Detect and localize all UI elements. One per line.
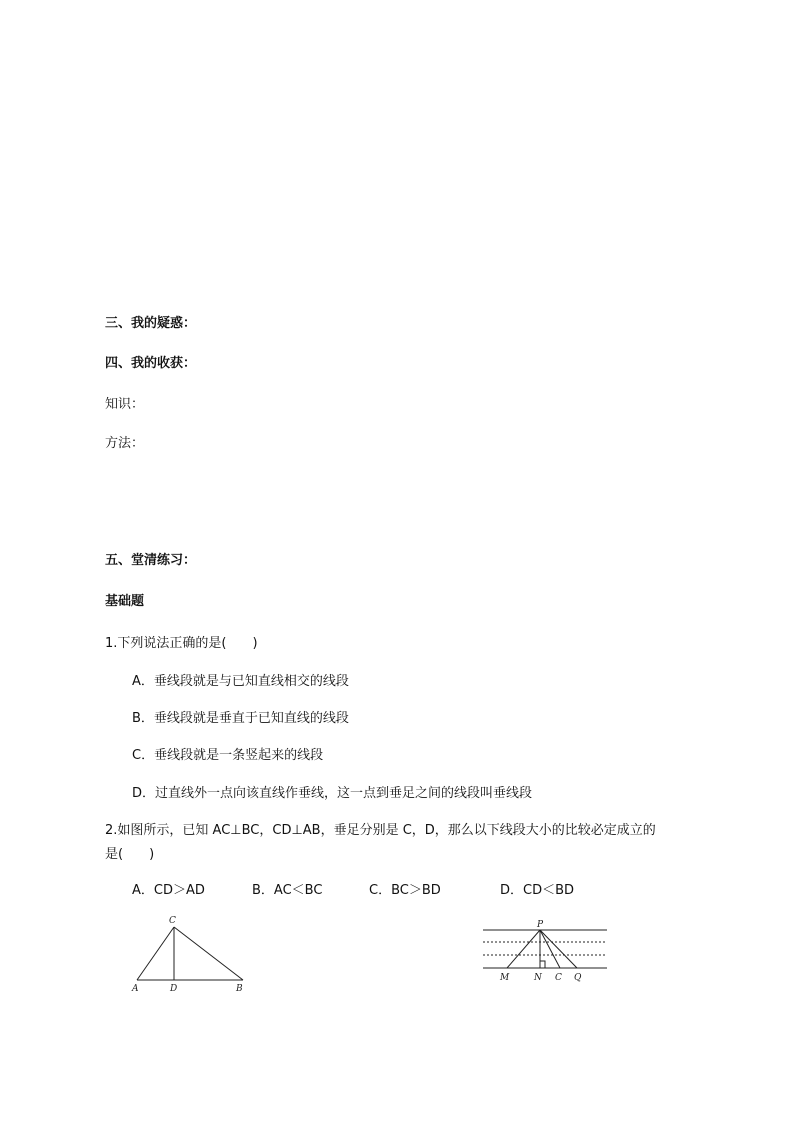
question-1-stem: 1.下列说法正确的是( ) bbox=[105, 636, 258, 651]
question-2-stem-line1: 2.如图所示，已知 AC⊥BC，CD⊥AB，垂足分别是 C，D，那么以下线段大小的比较必定成立的 bbox=[105, 823, 656, 838]
section-doubts-heading: 三、我的疑惑： bbox=[105, 316, 197, 331]
label-c2: C bbox=[555, 973, 562, 983]
question-1-option-c: C．垂线段就是一条竖起来的线段 bbox=[132, 748, 324, 763]
question-1-option-a: A．垂线段就是与已知直线相交的线段 bbox=[132, 674, 349, 689]
section-gains-heading: 四、我的收获： bbox=[105, 356, 197, 371]
label-q: Q bbox=[574, 973, 582, 983]
right-angle-mark bbox=[540, 961, 545, 968]
label-b: B bbox=[236, 984, 243, 994]
question-2-option-d: D．CD＜BD bbox=[500, 883, 575, 898]
segment-ac bbox=[137, 927, 174, 980]
label-p: P bbox=[537, 920, 544, 930]
knowledge-label: 知识： bbox=[105, 397, 145, 412]
label-n: N bbox=[534, 973, 542, 983]
segment-pc bbox=[540, 930, 560, 968]
question-2-stem-line2: 是( ) bbox=[105, 847, 155, 862]
segment-pq bbox=[540, 930, 577, 968]
section-practice-heading: 五、堂清练习： bbox=[105, 553, 197, 568]
segment-pm bbox=[507, 930, 540, 968]
question-2-option-b: B．AC＜BC bbox=[252, 883, 323, 898]
label-a: A bbox=[132, 984, 139, 994]
basic-questions-heading: 基础题 bbox=[105, 594, 145, 609]
label-m: M bbox=[500, 973, 510, 983]
question-1-option-d: D．过直线外一点向该直线作垂线，这一点到垂足之间的线段叫垂线段 bbox=[132, 786, 533, 801]
method-label: 方法： bbox=[105, 436, 145, 451]
question-1-option-b: B．垂线段就是垂直于已知直线的线段 bbox=[132, 711, 349, 726]
segment-bc bbox=[174, 927, 243, 980]
question-2-option-a: A．CD＞AD bbox=[132, 883, 205, 898]
label-c: C bbox=[169, 916, 176, 926]
figure-point-p-segments bbox=[478, 912, 613, 987]
label-d: D bbox=[170, 984, 178, 994]
figure-triangle-abc bbox=[125, 910, 260, 1000]
question-2-option-c: C．BC＞BD bbox=[369, 883, 441, 898]
